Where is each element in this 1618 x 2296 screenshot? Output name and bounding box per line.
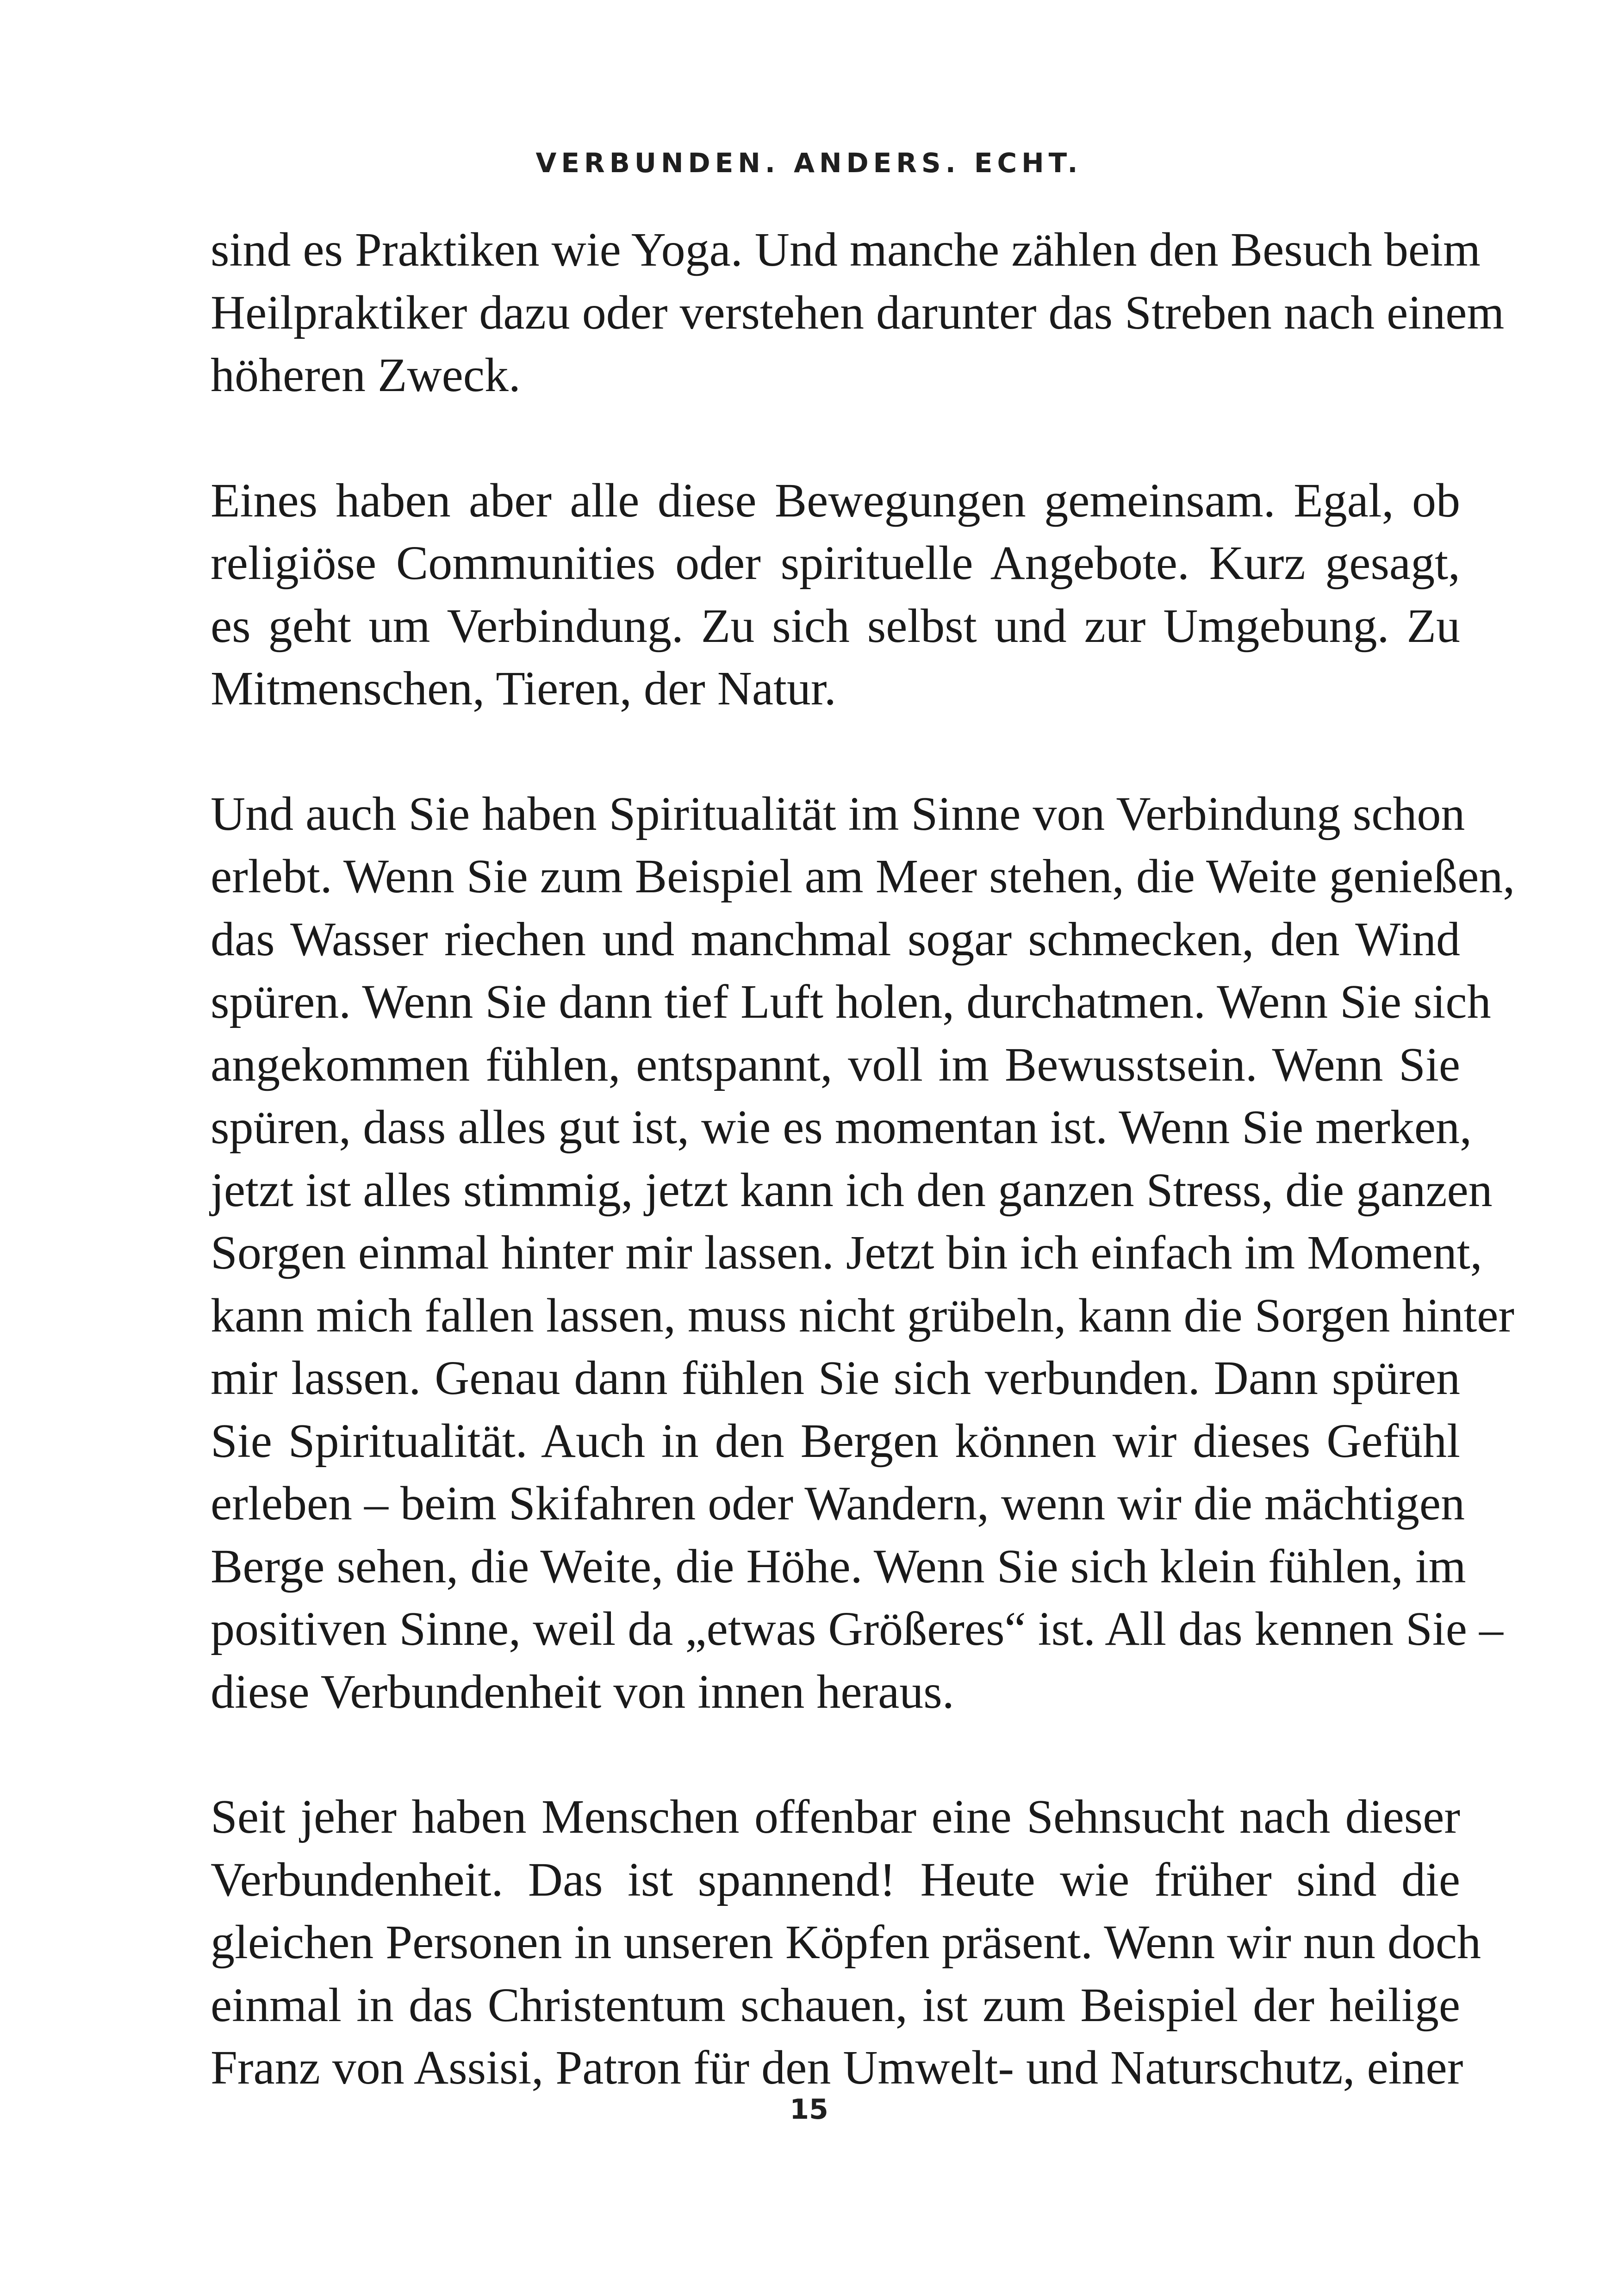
running-head: VERBUNDEN. ANDERS. ECHT. bbox=[535, 147, 1083, 179]
body-text bbox=[211, 218, 1515, 2162]
paragraph-2 bbox=[211, 469, 1460, 720]
text-line: Und auch Sie haben Spiritualität im Sinne von Verbindung schon bbox=[211, 787, 1465, 840]
text-line: spüren, dass alles gut ist, wie es momentan ist. Wenn Sie merken, bbox=[211, 1101, 1472, 1154]
text-line: Berge sehen, die Weite, die Höhe. Wenn Sie sich klein fühlen, im bbox=[211, 1539, 1466, 1593]
text-line: Eines haben aber alle diese Bewegungen gemeinsam. Egal, ob bbox=[211, 473, 1460, 527]
text-line: jetzt ist alles stimmig, jetzt kann ich den ganzen Stress, die ganzen bbox=[211, 1163, 1493, 1217]
text-line: mir lassen. Genau dann fühlen Sie sich verbunden. Dann spüren bbox=[211, 1351, 1460, 1405]
text-line: Sorgen einmal hinter mir lassen. Jetzt bin ich einfach im Moment, bbox=[211, 1226, 1482, 1279]
text-line: Heilpraktiker dazu oder verstehen darunter das Streben nach einem bbox=[211, 286, 1505, 339]
text-line: gleichen Personen in unseren Köpfen präsent. Wenn wir nun doch bbox=[211, 1916, 1481, 1969]
text-line: angekommen fühlen, entspannt, voll im Bewusstsein. Wenn Sie bbox=[211, 1038, 1460, 1091]
text-line: spüren. Wenn Sie dann tief Luft holen, durchatmen. Wenn Sie sich bbox=[211, 975, 1491, 1028]
text-line: erlebt. Wenn Sie zum Beispiel am Meer stehen, die Weite genießen, bbox=[211, 850, 1515, 903]
page-number: 15 bbox=[790, 2093, 828, 2126]
text-line: religiöse Communities oder spirituelle Angebote. Kurz gesagt, bbox=[211, 536, 1460, 590]
text-line: erleben – beim Skifahren oder Wandern, wenn wir die mächtigen bbox=[211, 1477, 1465, 1530]
text-line: höheren Zweck. bbox=[211, 348, 521, 402]
paragraph-3 bbox=[211, 783, 1515, 1724]
text-line: Sie Spiritualität. Auch in den Bergen können wir dieses Gefühl bbox=[211, 1414, 1460, 1468]
paragraph-4 bbox=[211, 1786, 1481, 2099]
text-line: Mitmenschen, Tieren, der Natur. bbox=[211, 662, 836, 715]
paragraph-1 bbox=[211, 218, 1505, 407]
text-line: Seit jeher haben Menschen offenbar eine Sehnsucht nach dieser bbox=[211, 1790, 1460, 1843]
text-line: kann mich fallen lassen, muss nicht grübeln, kann die Sorgen hinter bbox=[211, 1288, 1515, 1342]
text-line: das Wasser riechen und manchmal sogar schmecken, den Wind bbox=[211, 912, 1460, 966]
text-line: es geht um Verbindung. Zu sich selbst und zur Umgebung. Zu bbox=[211, 599, 1460, 653]
text-line: Franz von Assisi, Patron für den Umwelt- und Naturschutz, einer bbox=[211, 2041, 1463, 2094]
text-line: positiven Sinne, weil da „etwas Größeres“ ist. All das kennen Sie – bbox=[211, 1602, 1503, 1655]
text-line: sind es Praktiken wie Yoga. Und manche zählen den Besuch beim bbox=[211, 223, 1481, 276]
text-line: einmal in das Christentum schauen, ist zum Beispiel der heilige bbox=[211, 1978, 1460, 2032]
text-line: Verbundenheit. Das ist spannend! Heute wie früher sind die bbox=[211, 1853, 1460, 1906]
text-line: diese Verbundenheit von innen heraus. bbox=[211, 1665, 954, 1718]
